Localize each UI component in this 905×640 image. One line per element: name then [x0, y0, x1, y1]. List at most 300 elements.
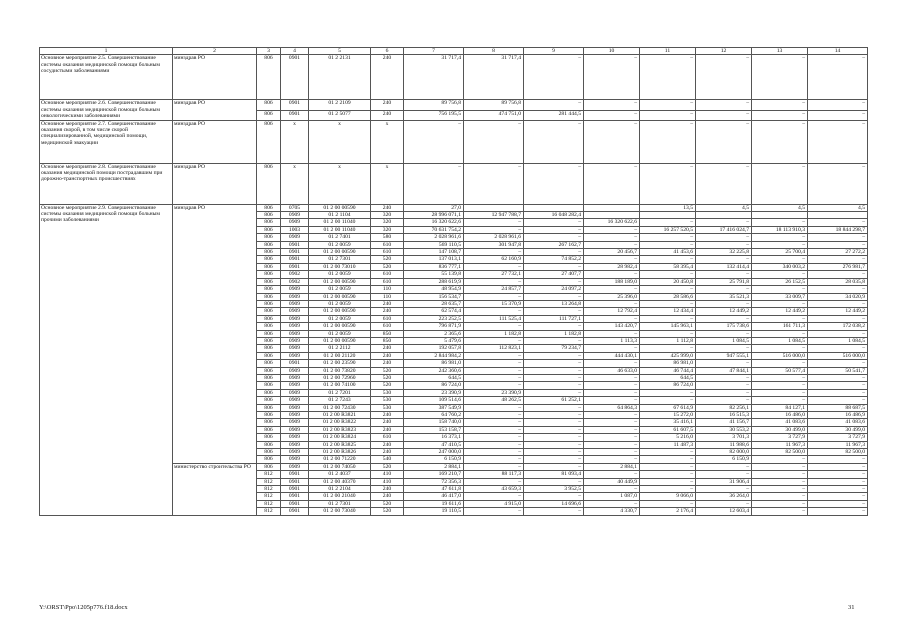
table-cell: 806	[257, 426, 281, 433]
table-cell: 520	[371, 500, 404, 507]
table-cell: 1003	[281, 226, 309, 233]
table-cell: 240	[371, 441, 404, 448]
table-cell: –	[524, 337, 584, 344]
table-cell: –	[464, 308, 524, 315]
table-cell: –	[640, 300, 696, 307]
table-cell: 0909	[281, 308, 309, 315]
table-cell: –	[464, 226, 524, 233]
table-cell: 112 823,1	[464, 345, 524, 352]
table-cell: 0902	[281, 271, 309, 278]
table-cell: 01 2 4037	[309, 471, 371, 478]
table-cell: 34 020,9	[808, 293, 868, 300]
table-cell: 01 2 0059	[309, 271, 371, 278]
table-cell: 806	[257, 293, 281, 300]
table-cell: 12 449,2	[808, 308, 868, 315]
event-description: Основное мероприятие 2.6. Совершенствование системы оказания медицинской помощи больным онкологическими заболеваниями	[40, 100, 173, 120]
table-cell: –	[524, 367, 584, 374]
table-cell: 147 108,7	[404, 249, 464, 256]
table-cell: 0909	[281, 286, 309, 293]
table-cell: –	[584, 330, 640, 337]
table-cell: –	[584, 120, 640, 163]
table-cell: 01 2 00 73010	[309, 263, 371, 270]
table-cell: 4,5	[696, 204, 752, 211]
table-cell: 12 449,2	[696, 308, 752, 315]
table-cell: 2 028 961,6	[404, 234, 464, 241]
table-cell: 158 740,0	[404, 419, 464, 426]
table-cell: –	[752, 256, 808, 263]
table-cell: 01 2 0059	[309, 286, 371, 293]
table-cell: 01 2 00 R3824	[309, 434, 371, 441]
table-cell: –	[808, 463, 868, 470]
table-cell: 240	[371, 100, 404, 110]
budget-table-sheet	[39, 47, 867, 516]
table-cell: –	[464, 419, 524, 426]
table-cell: 61 607,5	[640, 426, 696, 433]
table-cell: –	[584, 426, 640, 433]
table-cell: 240	[371, 110, 404, 120]
table-cell: 0909	[281, 441, 309, 448]
table-cell: –	[640, 315, 696, 322]
table-cell: –	[584, 226, 640, 233]
executor: минздрав РО	[173, 163, 257, 204]
table-cell: 2 365,6	[404, 330, 464, 337]
table-cell: –	[696, 241, 752, 248]
table-cell: 806	[257, 212, 281, 219]
column-number: 8	[464, 48, 524, 55]
table-cell: –	[808, 456, 868, 463]
table-cell: –	[696, 486, 752, 493]
table-cell: –	[752, 241, 808, 248]
table-cell: –	[640, 471, 696, 478]
table-cell: 0901	[281, 110, 309, 120]
table-cell: 01 2 00 11040	[309, 226, 371, 233]
executor: минздрав РО	[173, 55, 257, 100]
table-cell: 806	[257, 360, 281, 367]
table-cell: 62 160,9	[464, 256, 524, 263]
table-cell: –	[524, 434, 584, 441]
table-cell: 01 2 00 00590	[309, 337, 371, 344]
table-cell: 0909	[281, 374, 309, 381]
table-cell: 240	[371, 419, 404, 426]
table-cell: –	[640, 110, 696, 120]
table-cell: –	[464, 441, 524, 448]
table-cell: 240	[371, 300, 404, 307]
table-cell: –	[464, 219, 524, 226]
table-cell: 610	[371, 315, 404, 322]
table-cell: –	[696, 345, 752, 352]
table-cell: 30 499,0	[808, 426, 868, 433]
table-cell: –	[752, 300, 808, 307]
table-cell: –	[524, 55, 584, 100]
table-cell: –	[808, 100, 868, 110]
table-cell: 35 416,1	[640, 419, 696, 426]
table-cell: 796 871,9	[404, 323, 464, 330]
table-cell: –	[584, 397, 640, 404]
table-cell: –	[752, 345, 808, 352]
table-cell: 410	[371, 478, 404, 485]
table-row	[40, 55, 868, 100]
table-cell: 33 009,7	[752, 293, 808, 300]
table-cell: 836 777,1	[404, 263, 464, 270]
table-cell: 31 717,4	[404, 55, 464, 100]
table-cell: –	[752, 397, 808, 404]
table-cell: 2 844 984,2	[404, 352, 464, 359]
table-cell	[696, 212, 752, 219]
table-cell: 111 525,4	[464, 315, 524, 322]
table-cell: 47 410,5	[404, 441, 464, 448]
table-cell: –	[464, 404, 524, 411]
table-cell: –	[696, 463, 752, 470]
table-cell: 82 500,0	[752, 449, 808, 456]
table-cell: –	[808, 163, 868, 204]
table-cell: 4,5	[808, 204, 868, 211]
table-cell: 18 844 298,7	[808, 226, 868, 233]
column-number: 3	[257, 48, 281, 55]
table-cell: 31 906,4	[696, 478, 752, 485]
table-cell: –	[752, 271, 808, 278]
table-cell: 01 2 00 R3822	[309, 419, 371, 426]
table-cell: 247 000,0	[404, 449, 464, 456]
table-cell: –	[640, 463, 696, 470]
table-cell: 18 113 910,3	[752, 226, 808, 233]
table-cell: –	[640, 120, 696, 163]
table-cell: 0909	[281, 234, 309, 241]
table-cell: 806	[257, 456, 281, 463]
table-cell: –	[696, 120, 752, 163]
executor: минздрав РО	[173, 204, 257, 463]
table-cell: 0901	[281, 471, 309, 478]
table-cell: –	[524, 226, 584, 233]
table-cell: 28 996 071,1	[404, 212, 464, 219]
budget-table	[39, 47, 868, 516]
table-cell: 530	[371, 397, 404, 404]
table-cell: 32 225,8	[696, 249, 752, 256]
table-cell: 58 395,4	[640, 263, 696, 270]
table-cell: –	[640, 456, 696, 463]
table-cell: 1 087,0	[584, 493, 640, 500]
table-cell: 0909	[281, 212, 309, 219]
table-cell: 0909	[281, 323, 309, 330]
column-number: 10	[584, 48, 640, 55]
table-cell: 01 2 0059	[309, 300, 371, 307]
table-row	[40, 100, 868, 110]
table-cell: –	[584, 256, 640, 263]
table-cell: 0901	[281, 508, 309, 515]
table-cell: 30 553,2	[696, 426, 752, 433]
table-cell: 28 635,7	[404, 300, 464, 307]
table-cell: –	[808, 360, 868, 367]
table-cell: 806	[257, 434, 281, 441]
table-cell: 806	[257, 397, 281, 404]
table-cell: –	[464, 278, 524, 285]
table-cell: –	[752, 234, 808, 241]
table-cell: 01 2 7301	[309, 500, 371, 507]
table-cell: –	[696, 100, 752, 110]
table-cell: 01 2 00 73820	[309, 367, 371, 374]
table-cell: 82 500,0	[808, 449, 868, 456]
table-cell: 806	[257, 382, 281, 389]
table-cell: 0901	[281, 493, 309, 500]
table-cell: 01 2 5077	[309, 110, 371, 120]
table-cell: –	[464, 449, 524, 456]
table-cell: 947 555,1	[696, 352, 752, 359]
table-cell: 610	[371, 434, 404, 441]
table-cell: 01 2 00 21120	[309, 352, 371, 359]
table-cell: 0909	[281, 345, 309, 352]
table-cell: –	[640, 286, 696, 293]
table-cell: 520	[371, 463, 404, 470]
table-cell: 11 988,6	[696, 441, 752, 448]
table-cell: –	[696, 374, 752, 381]
table-cell: –	[696, 256, 752, 263]
table-cell: 644,5	[404, 374, 464, 381]
table-cell: –	[464, 163, 524, 204]
table-cell: 288 619,9	[404, 278, 464, 285]
table-cell: –	[584, 382, 640, 389]
table-cell: 644,5	[640, 374, 696, 381]
column-number: 11	[640, 48, 696, 55]
table-cell: –	[808, 486, 868, 493]
table-cell: 74 852,2	[524, 256, 584, 263]
table-cell: 610	[371, 241, 404, 248]
table-cell: –	[524, 493, 584, 500]
table-cell: 516 000,0	[808, 352, 868, 359]
table-cell: 11 967,3	[808, 441, 868, 448]
table-cell: –	[808, 271, 868, 278]
table-cell: 806	[257, 163, 281, 204]
table-cell: 569 110,5	[404, 241, 464, 248]
table-cell: 806	[257, 367, 281, 374]
table-cell: –	[808, 300, 868, 307]
table-cell: –	[584, 434, 640, 441]
table-cell: 0909	[281, 352, 309, 359]
executor: министерство строительства РО	[173, 463, 257, 515]
table-cell: 43 659,3	[464, 486, 524, 493]
table-cell: 2 028 961,6	[464, 234, 524, 241]
table-cell: –	[584, 100, 640, 110]
table-cell: 240	[371, 345, 404, 352]
table-cell: 70 631 754,2	[404, 226, 464, 233]
table-cell: 28 586,6	[640, 293, 696, 300]
table-cell: 16 515,3	[696, 412, 752, 419]
table-cell: 806	[257, 463, 281, 470]
table-cell: 540	[371, 456, 404, 463]
executor: минздрав РО	[173, 120, 257, 163]
event-description: Основное мероприятие 2.7. Совершенствование оказания скорой, в том числе скорой специализированной, медицинской помощи, медицинской эвакуации	[40, 120, 173, 163]
table-cell: 0901	[281, 55, 309, 100]
event-description: Основное мероприятие 2.8. Совершенствование оказания медицинской помощи пострадавшим при дорожно-транспортных происшествиях	[40, 163, 173, 204]
table-cell: –	[524, 249, 584, 256]
table-cell: 0901	[281, 249, 309, 256]
table-cell: –	[640, 389, 696, 396]
table-cell: 4 330,7	[584, 508, 640, 515]
table-cell: 188 189,0	[584, 278, 640, 285]
table-cell: –	[808, 234, 868, 241]
table-cell: 806	[257, 412, 281, 419]
table-cell: 01 2 00 00590	[309, 308, 371, 315]
table-cell: 425 999,0	[640, 352, 696, 359]
table-cell: –	[752, 330, 808, 337]
table-cell: 175 738,6	[696, 323, 752, 330]
table-cell: –	[808, 345, 868, 352]
table-cell: –	[752, 493, 808, 500]
table-cell: –	[584, 374, 640, 381]
table-cell: 27 272,2	[808, 249, 868, 256]
table-cell: 15 370,9	[464, 300, 524, 307]
table-cell: 01 2 00 72960	[309, 374, 371, 381]
table-cell: 6 150,9	[696, 456, 752, 463]
table-cell: –	[584, 286, 640, 293]
table-cell: 86 724,0	[404, 382, 464, 389]
table-cell: 806	[257, 286, 281, 293]
table-cell: 31 717,4	[464, 55, 524, 100]
table-cell: 240	[371, 426, 404, 433]
table-cell: 25 700,4	[752, 249, 808, 256]
table-cell: –	[696, 286, 752, 293]
table-cell: 3 727,9	[752, 434, 808, 441]
table-cell: –	[696, 330, 752, 337]
table-cell: 01 2 00 11040	[309, 219, 371, 226]
table-cell: –	[464, 412, 524, 419]
table-cell: 81 093,4	[524, 471, 584, 478]
column-number: 14	[808, 48, 868, 55]
table-cell: 806	[257, 345, 281, 352]
column-number: 5	[309, 48, 371, 55]
table-cell: –	[808, 508, 868, 515]
table-cell: 5 479,6	[404, 337, 464, 344]
table-cell: –	[464, 263, 524, 270]
table-cell: –	[696, 471, 752, 478]
table-cell: 19 110,5	[404, 508, 464, 515]
table-cell: 01 2 00 23590	[309, 360, 371, 367]
table-cell: 16 257 520,5	[640, 226, 696, 233]
table-cell: 16 320 622,6	[404, 219, 464, 226]
table-cell: 40 449,9	[584, 478, 640, 485]
table-cell: 01 2 7401	[309, 234, 371, 241]
table-cell: –	[584, 471, 640, 478]
table-cell: –	[524, 360, 584, 367]
table-cell: –	[584, 449, 640, 456]
table-cell: 28 035,8	[808, 278, 868, 285]
page-number: 31	[848, 604, 855, 611]
table-cell	[524, 204, 584, 211]
table-cell: 61 252,1	[524, 397, 584, 404]
table-cell: 0909	[281, 315, 309, 322]
table-cell: 13 264,8	[524, 300, 584, 307]
table-cell: 01 2 0059	[309, 315, 371, 322]
table-cell	[584, 204, 640, 211]
table-cell: 1 182,8	[464, 330, 524, 337]
column-number: 13	[752, 48, 808, 55]
table-cell: 320	[371, 226, 404, 233]
table-row	[40, 163, 868, 204]
table-cell: –	[464, 120, 524, 163]
table-cell: –	[584, 389, 640, 396]
table-cell: –	[640, 345, 696, 352]
table-cell: –	[404, 120, 464, 163]
table-cell: –	[524, 404, 584, 411]
table-cell: 3 727,9	[808, 434, 868, 441]
table-cell: 01 2 00 R3826	[309, 449, 371, 456]
table-cell: –	[640, 219, 696, 226]
table-cell: –	[752, 286, 808, 293]
table-cell: –	[808, 330, 868, 337]
table-cell: 36 264,0	[696, 493, 752, 500]
table-cell: –	[584, 300, 640, 307]
table-cell: 79 234,7	[524, 345, 584, 352]
table-cell: 806	[257, 441, 281, 448]
table-cell: –	[808, 110, 868, 120]
table-cell: –	[464, 426, 524, 433]
table-cell: 24 857,7	[464, 286, 524, 293]
table-cell: 520	[371, 508, 404, 515]
table-cell: –	[524, 449, 584, 456]
table-cell: 64 760,2	[404, 412, 464, 419]
table-cell: 242 360,6	[404, 367, 464, 374]
table-cell: –	[640, 271, 696, 278]
table-cell: 806	[257, 352, 281, 359]
table-cell: 46 417,0	[404, 493, 464, 500]
table-cell: 4 915,0	[464, 500, 524, 507]
table-cell: 161 711,3	[752, 323, 808, 330]
table-cell: 0909	[281, 219, 309, 226]
table-cell: 01 2 00 40370	[309, 478, 371, 485]
table-cell: –	[524, 308, 584, 315]
table-cell: 812	[257, 471, 281, 478]
table-cell: –	[524, 120, 584, 163]
table-cell: 0705	[281, 204, 309, 211]
table-cell: 812	[257, 478, 281, 485]
table-cell: –	[696, 219, 752, 226]
table-row	[40, 120, 868, 163]
table-cell: –	[696, 360, 752, 367]
table-cell: 3 701,3	[696, 434, 752, 441]
table-cell: 520	[371, 374, 404, 381]
table-cell: 27 407,7	[524, 271, 584, 278]
table-cell: 86 724,0	[640, 382, 696, 389]
table-cell: –	[640, 256, 696, 263]
table-cell: 28 982,4	[584, 263, 640, 270]
table-cell: –	[696, 315, 752, 322]
table-cell: 520	[371, 382, 404, 389]
table-cell: –	[640, 163, 696, 204]
table-cell: 806	[257, 120, 281, 163]
table-cell: –	[640, 500, 696, 507]
table-cell: –	[524, 456, 584, 463]
table-cell: –	[808, 397, 868, 404]
table-cell: –	[584, 241, 640, 248]
table-cell: –	[808, 500, 868, 507]
table-cell: –	[524, 389, 584, 396]
table-cell: x	[309, 163, 371, 204]
table-cell: –	[808, 286, 868, 293]
table-cell	[640, 212, 696, 219]
table-cell: 01 2 00 R3821	[309, 412, 371, 419]
table-cell: 01 2 7201	[309, 389, 371, 396]
table-cell	[464, 204, 524, 211]
table-cell: 01 2 00 00590	[309, 249, 371, 256]
table-cell: 88 117,3	[464, 471, 524, 478]
table-cell: –	[640, 478, 696, 485]
table-cell: x	[371, 120, 404, 163]
table-cell: 50 541,7	[808, 367, 868, 374]
table-cell: 806	[257, 449, 281, 456]
table-cell: 16 486,0	[752, 412, 808, 419]
table-cell: 25 791,8	[696, 278, 752, 285]
table-cell: –	[524, 278, 584, 285]
table-cell: –	[752, 478, 808, 485]
table-cell: x	[309, 120, 371, 163]
